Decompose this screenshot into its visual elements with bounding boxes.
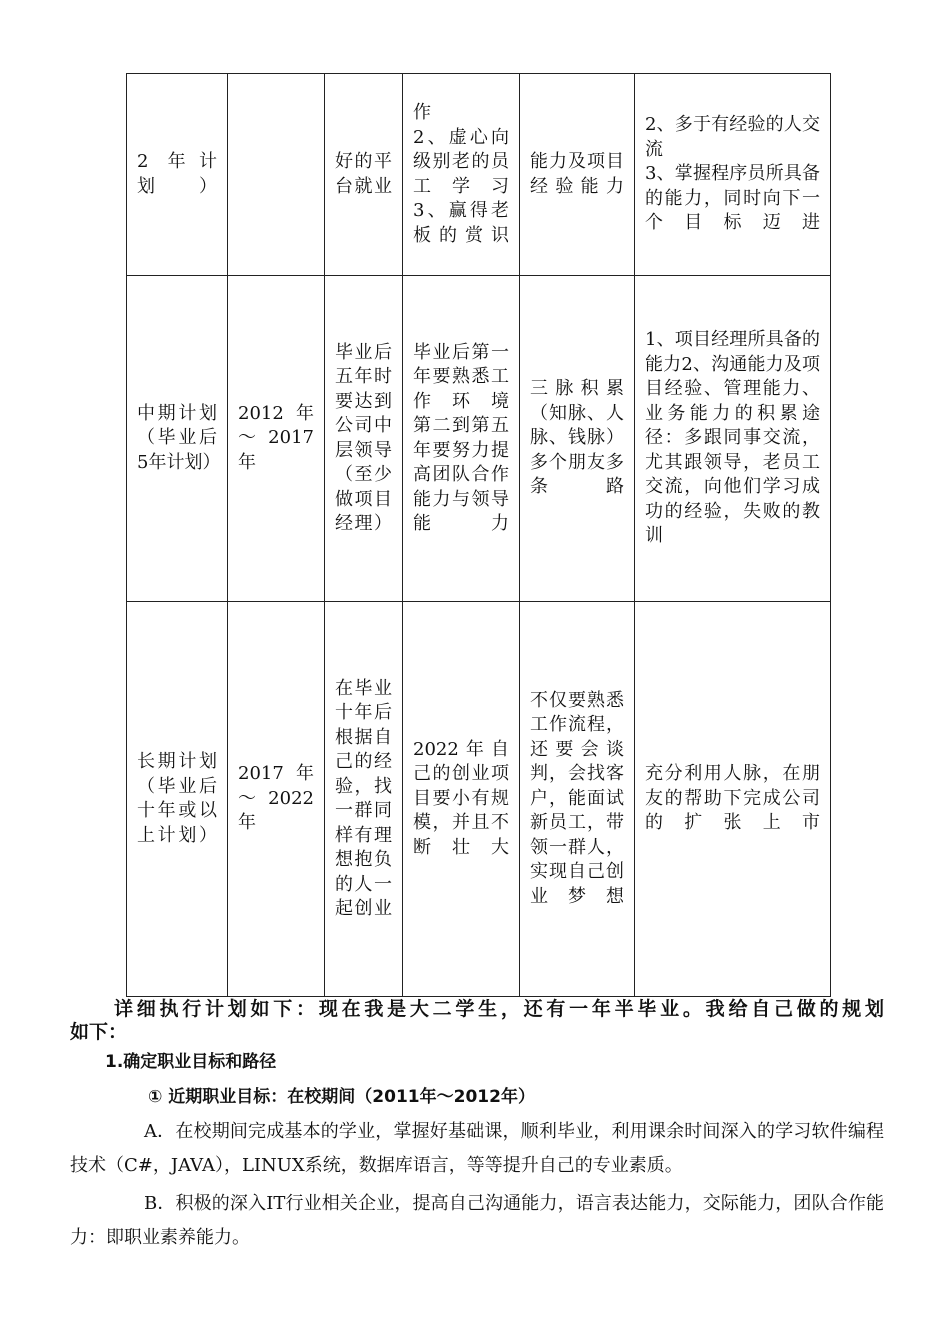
- action-cell: 2022年自己的创业项目要小有规模，并且不断壮大: [403, 602, 520, 997]
- way-cell: 1、项目经理所具备的能力2、沟通能力及项目经验、管理能力、业务能力的积累途径：多跟同事交流，尤其跟领导，老员工交流，向他们学习成功的经验，失败的教训: [635, 276, 831, 602]
- table-row: [127, 276, 831, 602]
- plan-cell: 长期计划（毕业后十年或以上计划）: [127, 602, 228, 997]
- table-row: [127, 602, 831, 997]
- need-cell: 三脉积累（知脉、人脉、钱脉）多个朋友多条路: [520, 276, 635, 602]
- intro-line-2: 如下：: [70, 1021, 128, 1043]
- way-cell: 2、多于有经验的人交流 3、掌握程序员所具备的能力，同时向下一个目标迈进: [635, 74, 831, 276]
- action-cell: 毕业后第一年要熟悉工作环境 第二到第五年要努力提高团队合作能力与领导能力: [403, 276, 520, 602]
- career-plan-table: [126, 73, 831, 997]
- time-cell: 2017年～2022年: [228, 602, 325, 997]
- subsection-heading: ① 近期职业目标：在校期间（2011年～2012年）: [148, 1087, 535, 1107]
- intro-line-1: 详细执行计划如下：现在我是大二学生，还有一年半毕业。我给自己做的规划: [114, 998, 884, 1020]
- goal-cell: 好的平台就业: [325, 74, 403, 276]
- paragraph-a: A．在校期间完成基本的学业，掌握好基础课，顺利毕业，利用课余时间深入的学习软件编程技术（C#，JAVA），LINUX系统，数据库语言，等等提升自己的专业素质。: [70, 1121, 884, 1176]
- need-cell: 不仅要熟悉工作流程，还要会谈判，会找客户，能面试新员工，带领一群人，实现自己创业梦想: [520, 602, 635, 997]
- time-cell: 2012年～2017年: [228, 276, 325, 602]
- intro-paragraph: [70, 998, 884, 1044]
- time-cell: [228, 74, 325, 276]
- plan-cell: 2 年计划）: [127, 74, 228, 276]
- paragraph-b: B．积极的深入IT行业相关企业，提高自己沟通能力，语言表达能力，交际能力，团队合作能力：即职业素养能力。: [70, 1193, 884, 1248]
- need-cell: 能力及项目经验能力: [520, 74, 635, 276]
- plan-cell: 中期计划（毕业后5年计划）: [127, 276, 228, 602]
- action-cell: 作 2、虚心向级别老的员工学习 3、赢得老板的赏识: [403, 74, 520, 276]
- goal-cell: 毕业后五年时要达到公司中层领导（至少做项目经理）: [325, 276, 403, 602]
- table-row: [127, 74, 831, 276]
- way-cell: 充分利用人脉，在朋友的帮助下完成公司的扩张上市: [635, 602, 831, 997]
- section-heading: 1.确定职业目标和路径: [105, 1052, 277, 1072]
- goal-cell: 在毕业十年后根据自己的经验，找一群同样有理想抱负的人一起创业: [325, 602, 403, 997]
